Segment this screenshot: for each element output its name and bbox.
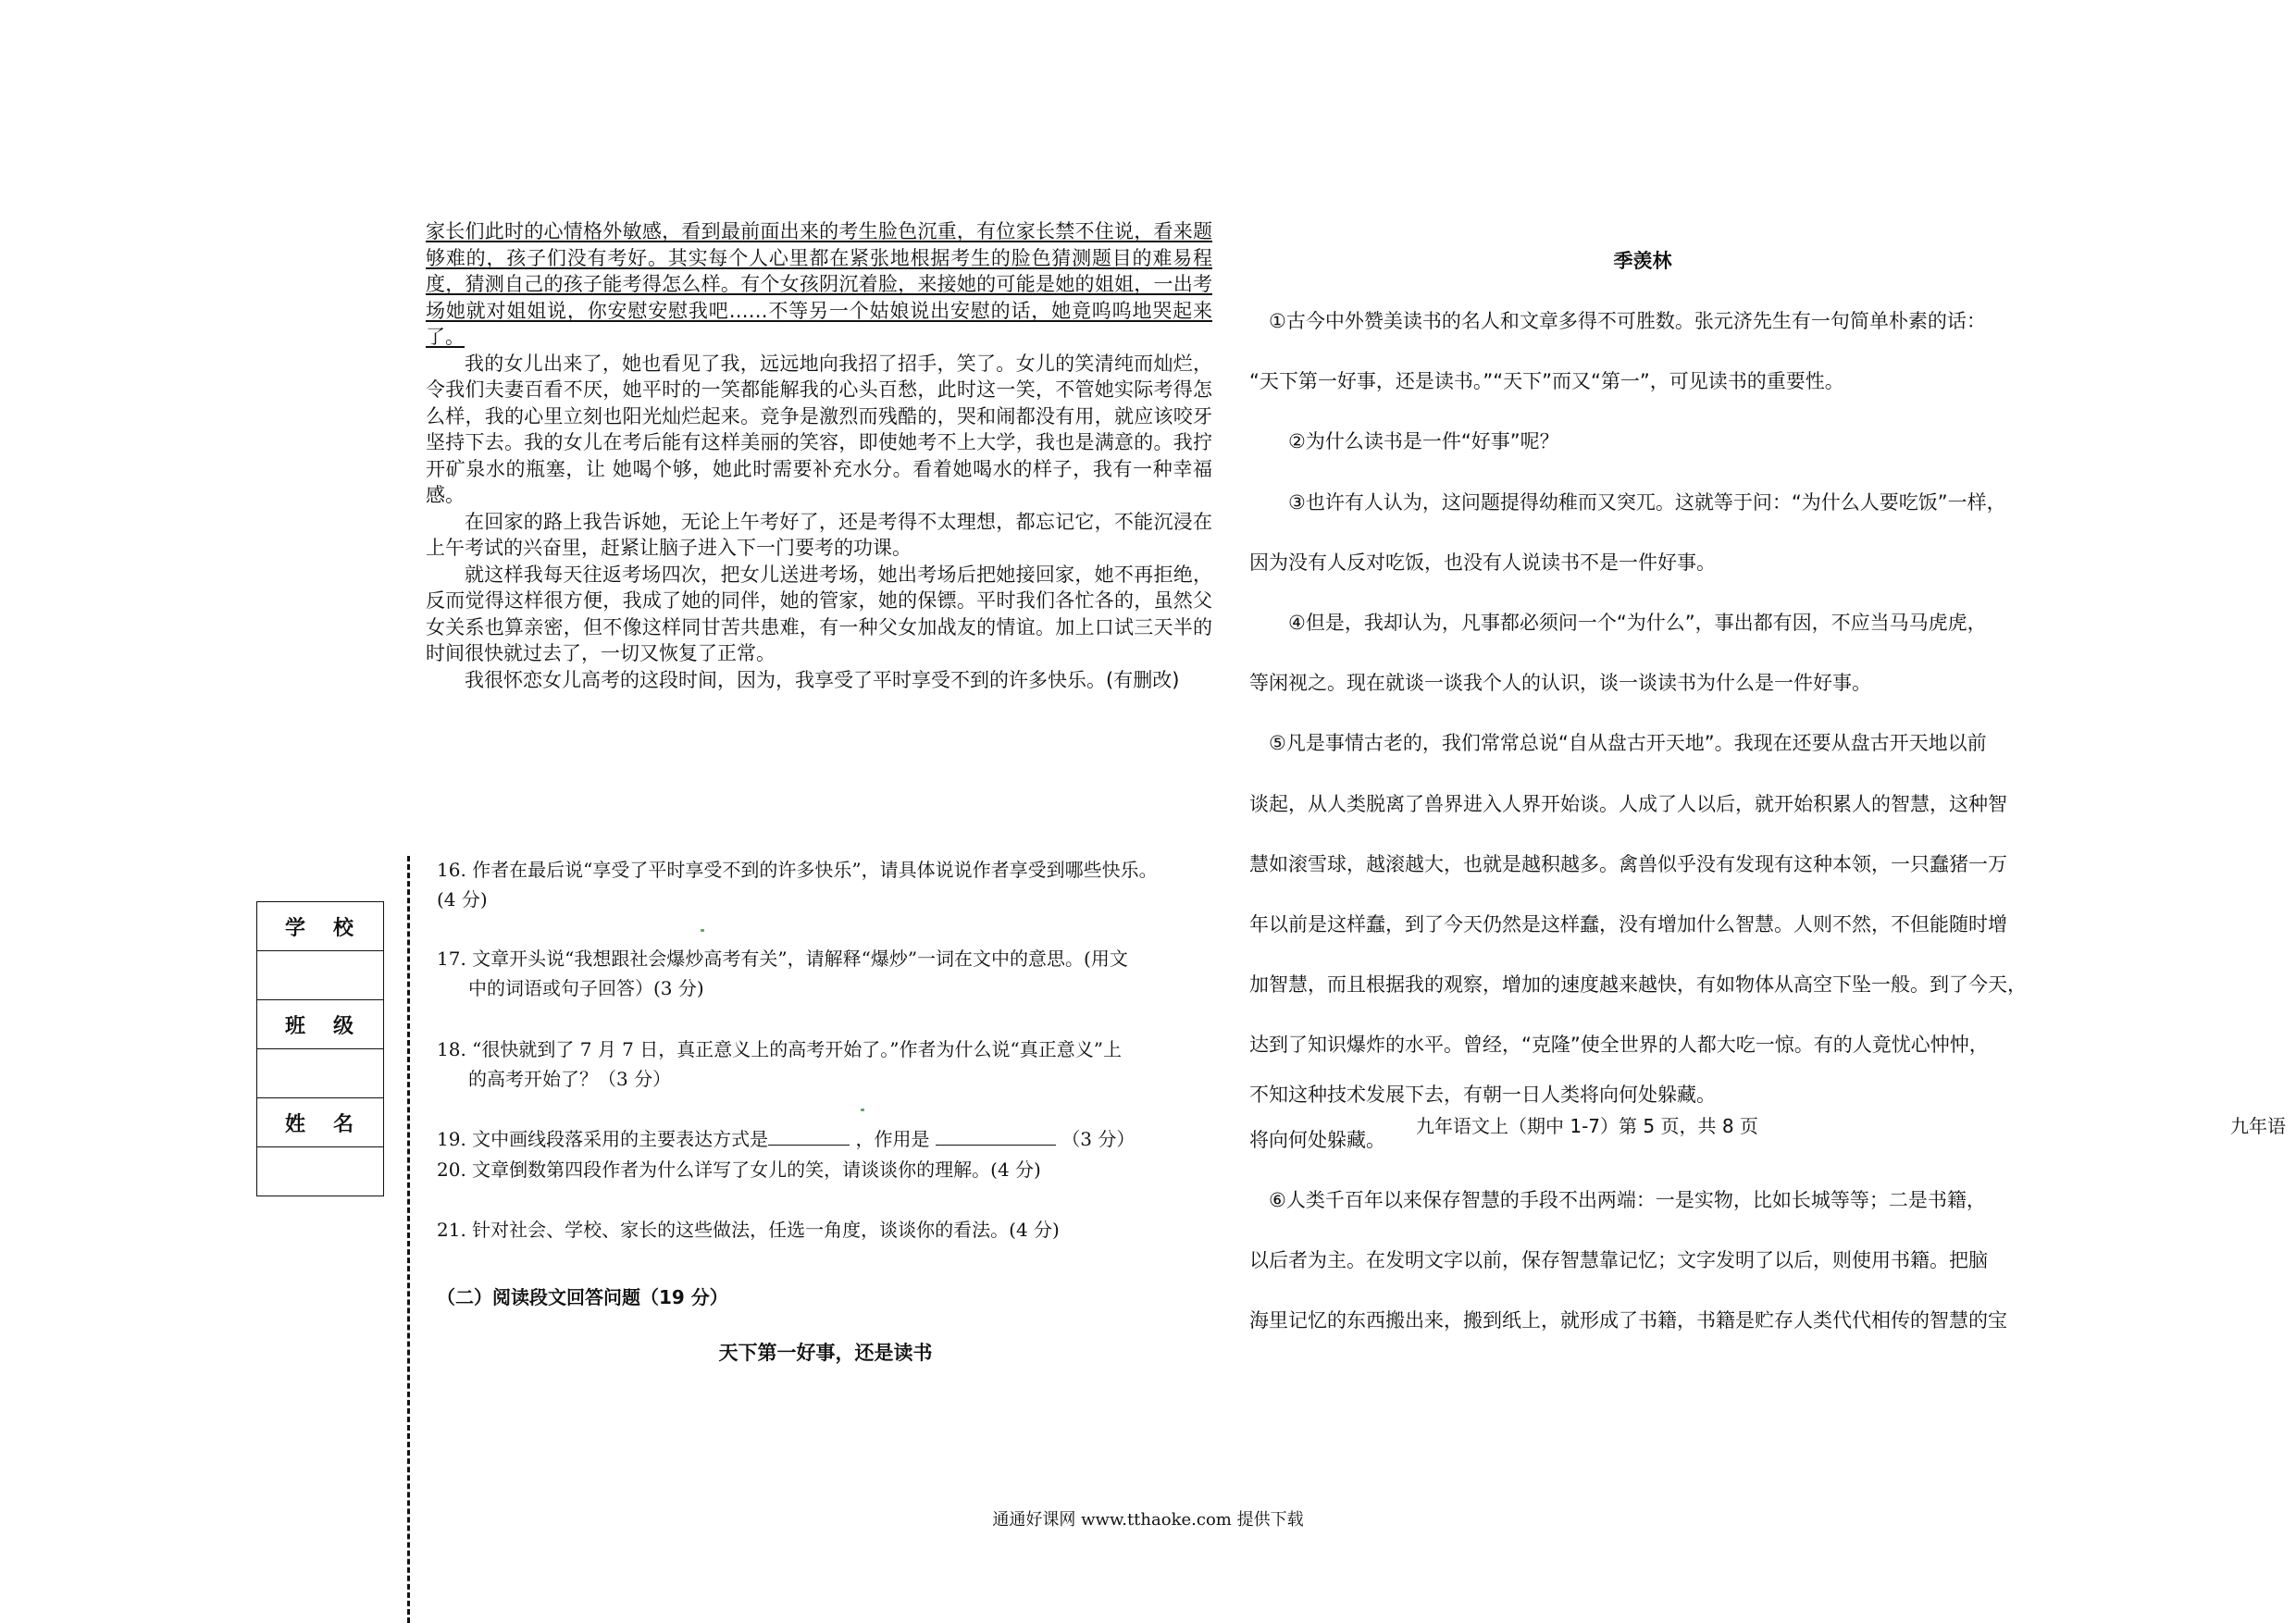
question-20: 20. 文章倒数第四段作者为什么详写了女儿的笑，请谈谈你的理解。(4 分) bbox=[437, 1158, 1041, 1181]
passage-line-clipped: 不知这种技术发展下去，有朝一日人类将向何处躲藏。 bbox=[1249, 1083, 1716, 1106]
question-21: 21. 针对社会、学校、家长的这些做法，任选一角度，谈谈你的看法。(4 分) bbox=[437, 1219, 1060, 1241]
name-field[interactable] bbox=[257, 1147, 384, 1196]
passage-line: 达到了知识爆炸的水平。曾经，“克隆”使全世界的人都大吃一惊。有的人竟忧心忡忡， bbox=[1249, 1034, 1989, 1057]
school-label: 学校 bbox=[257, 902, 384, 951]
passage-line: ①古今中外赞美读书的名人和文章多得不可胜数。张元济先生有一句简单朴素的话： bbox=[1249, 310, 1986, 332]
passage-line: 加智慧，而且根据我的观察，增加的速度越来越快，有如物体从高空下坠一般。到了今天， bbox=[1249, 973, 2027, 997]
author-name: 季羡林 bbox=[1613, 250, 1672, 272]
class-label: 班级 bbox=[257, 1000, 384, 1049]
question-18: 18. “很快就到了 7 月 7 日，真正意义上的高考开始了。”作者为什么说“真正意义”上 的高考开始了？（3 分） bbox=[437, 1038, 1122, 1090]
answer-blank[interactable] bbox=[936, 1124, 1056, 1146]
left-passage bbox=[426, 218, 1212, 693]
passage-line: 谈起，从人类脱离了兽界进入人界开始谈。人成了人以后，就开始积累人的智慧，这种智 bbox=[1249, 792, 2007, 815]
passage-paragraph: 我很怀恋女儿高考的这段时间，因为，我享受了平时享受不到的许多快乐。(有删改) bbox=[465, 668, 1180, 691]
passage-line: ④但是，我却认为，凡事都必须问一个“为什么”，事出都有因，不应当马马虎虎， bbox=[1249, 612, 1987, 635]
footer-credit: 通通好课网 www.tthaoke.com 提供下载 bbox=[992, 1510, 1304, 1530]
scan-speck bbox=[701, 929, 704, 932]
passage-paragraph: 我的女儿出来了，她也看见了我，远远地向我招了招手，笑了。女儿的笑清纯而灿烂，令我们夫妻百看不厌，她平时的一笑都能解我的心头百愁，此时这一笑，不管她实际考得怎么样，我的心里立刻也阳光灿烂起来。竞争是激烈而残酷的，哭和闹都没有用，就应该咬牙坚持下去。我的女儿在考后能有这样美丽的笑容，即使她考不上大学，我也是满意的。我拧开矿泉水的瓶塞，让 她喝个够，她此时需要补充水分。看着她喝水的样子，我有一种幸福感。 bbox=[426, 352, 1212, 506]
passage-line: 海里记忆的东西搬出来，搬到纸上，就形成了书籍，书籍是贮存人类代代相传的智慧的宝 bbox=[1249, 1309, 2007, 1332]
passage-line: “天下第一好事，还是读书。”“天下”而又“第一”，可见读书的重要性。 bbox=[1249, 370, 1844, 393]
passage-line: ⑤凡是事情古老的，我们常常总说“自从盘古开天地”。我现在还要从盘古开天地以前 bbox=[1249, 732, 1987, 755]
name-label: 姓名 bbox=[257, 1098, 384, 1147]
right-passage-body bbox=[1249, 291, 2036, 1351]
passage-line: 因为没有人反对吃饭，也没有人说读书不是一件好事。 bbox=[1249, 551, 1716, 574]
passage-line: 将向何处躲藏。 bbox=[1249, 1128, 1385, 1151]
passage-line: 慧如滚雪球，越滚越大，也就是越积越多。禽兽似乎没有发现有这种本领，一只蠢猪一万 bbox=[1249, 852, 2007, 875]
question-19: 19. 文中画线段落采用的主要表达方式是 ，作用是 （3 分） bbox=[437, 1124, 1214, 1154]
passage-line: ③也许有人认为，这问题提得幼稚而又突兀。这就等于问：“为什么人要吃饭”一样， bbox=[1249, 490, 2006, 514]
question-16: 16. 作者在最后说“享受了平时享受不到的许多快乐”，请具体说说作者享受到哪些快乐。 (4 分) bbox=[437, 859, 1158, 911]
essay-title: 天下第一好事，还是读书 bbox=[718, 1342, 933, 1364]
page-number-fragment: 九年语 bbox=[2230, 1115, 2286, 1137]
passage-paragraph: 就这样我每天往返考场四次，把女儿送进考场，她出考场后把她接回家，她不再拒绝，反而觉得这样很方便，我成了她的同伴，她的管家，她的保镖。平时我们各忙各的，虽然父女关系也算亲密，但不像这样同甘苦共患难，有一种父女加战友的情谊。加上口试三天半的时间很快就过去了，一切又恢复了正常。 bbox=[426, 563, 1212, 664]
passage-paragraph: 在回家的路上我告诉她，无论上午考好了，还是考得不太理想，都忘记它，不能沉浸在上午考试的兴奋里，赶紧让脑子进入下一门要考的功课。 bbox=[426, 510, 1212, 559]
passage-line: 以后者为主。在发明文字以前，保存智慧靠记忆；文字发明了以后，则使用书籍。把脑 bbox=[1249, 1249, 1988, 1272]
passage-line: 等闲视之。现在就谈一谈我个人的认识，谈一谈读书为什么是一件好事。 bbox=[1249, 672, 1871, 695]
school-field[interactable] bbox=[257, 951, 384, 1000]
passage-line: ⑥人类千百年以来保存智慧的手段不出两端：一是实物，比如长城等等；二是书籍， bbox=[1249, 1188, 1986, 1211]
class-field[interactable] bbox=[257, 1049, 384, 1098]
section-two-heading: （二）阅读段文回答问题（19 分） bbox=[437, 1286, 728, 1308]
passage-line: 年以前是这样蠢，到了今天仍然是这样蠢，没有增加什么智慧。人则不然，不但能随时增 bbox=[1249, 913, 2007, 936]
scan-speck bbox=[861, 1109, 864, 1111]
passage-line: ②为什么读书是一件“好事”呢？ bbox=[1249, 430, 1559, 453]
student-info-table bbox=[256, 901, 384, 1196]
question-17: 17. 文章开头说“我想跟社会爆炒高考有关”，请解释“爆炒”一词在文中的意思。(用文 中的词语或句子回答）(3 分) bbox=[437, 948, 1128, 999]
underlined-paragraph: 家长们此时的心情格外敏感，看到最前面出来的考生脸色沉重，有位家长禁不住说，看来题够难的，孩子们没有考好。其实每个人心里都在紧张地根据考生的脸色猜测题目的难易程度，猜测自己的孩子能考得怎么样。有个女孩阴沉着脸，来接她的可能是她的姐姐，一出考场她就对姐姐说，你安慰安慰我吧……不等另一个姑娘说出安慰的话，她竟呜呜地哭起来了。 bbox=[426, 220, 1212, 348]
page-number-fragment: 九年语文上（期中 1-7）第 5 页，共 8 页 bbox=[1416, 1115, 1758, 1137]
answer-blank[interactable] bbox=[768, 1124, 850, 1146]
